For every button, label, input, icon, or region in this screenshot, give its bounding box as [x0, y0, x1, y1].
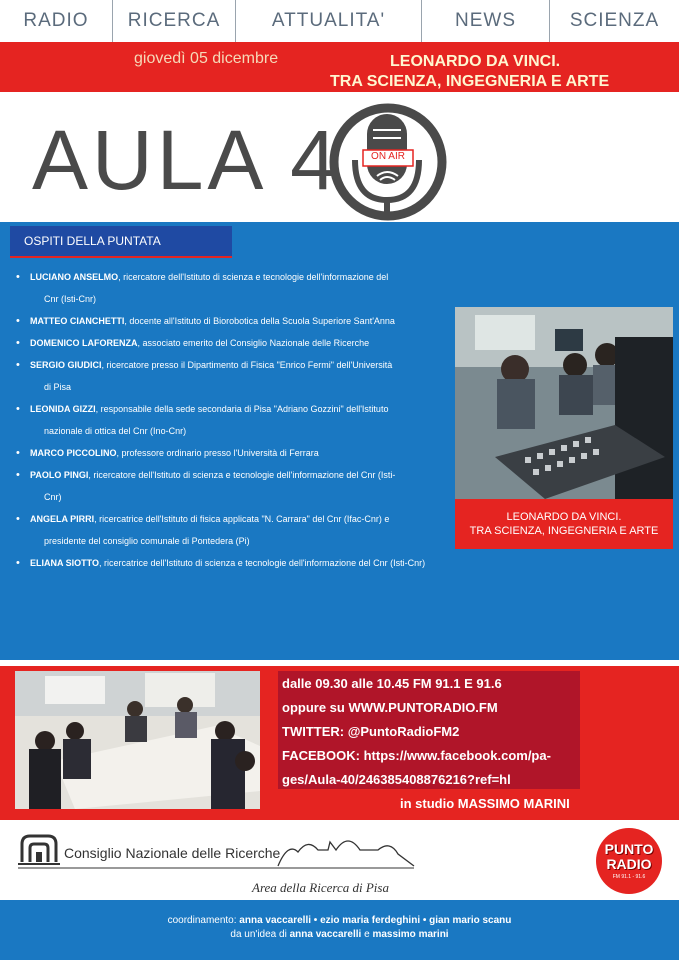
idea-name1: anna vaccarelli	[289, 929, 362, 940]
episode-title-line2: TRA SCIENZA, INGEGNERIA E ARTE	[330, 73, 610, 90]
list-item	[14, 310, 454, 332]
list-item	[14, 332, 454, 354]
guest-name: PAOLO PINGI	[30, 470, 89, 480]
punto-radio-logo	[596, 828, 662, 894]
punto-freq: FM 91.1 - 91.6	[612, 874, 646, 880]
guest-name: MARCO PICCOLINO	[30, 448, 117, 458]
aula40-logo-text: AULA 4	[32, 113, 341, 207]
facebook-link-cont[interactable]: ges/Aula-40/246385408876216?ref=hl	[282, 772, 511, 787]
guest-desc: , ricercatrice dell'Istituto di scienza e tecnologie dell'informazione del Cnr (Isti-Cnr)	[99, 558, 426, 568]
guest-desc: , responsabile della sede secondaria di Pisa "Adriano Gozzini" dell'Istituto	[95, 404, 389, 414]
list-item	[14, 354, 454, 398]
guest-name: ANGELA PIRRI	[30, 514, 95, 524]
guest-name: SERGIO GIUDICI	[30, 360, 102, 370]
guests-list	[14, 266, 454, 574]
nav-news[interactable]: NEWS	[455, 10, 516, 31]
guest-name: DOMENICO LAFORENZA	[30, 338, 138, 348]
list-item	[14, 552, 574, 574]
episode-title	[330, 52, 660, 92]
guest-desc: , ricercatore dell'Istituto di scienza e tecnologie dell'informazione del	[118, 272, 389, 282]
episode-title-line1: LEONARDO DA VINCI.	[390, 53, 561, 70]
broadcast-time: dalle 09.30 alle 10.45 FM 91.1 E 91.6	[282, 676, 502, 691]
studio-photo	[455, 307, 673, 499]
list-item	[14, 508, 454, 552]
guests-title: OSPITI DELLA PUNTATA	[10, 226, 232, 258]
caption-line2: TRA SCIENZA, INGEGNERIA E ARTE	[469, 525, 659, 537]
guest-desc-cont: Cnr (Isti-Cnr)	[44, 294, 96, 304]
list-item	[14, 442, 454, 464]
nav-attualita[interactable]: ATTUALITA'	[271, 10, 386, 31]
guest-desc-cont: presidente del consiglio comunale di Pontedera (Pi)	[44, 536, 250, 546]
guest-desc-cont: nazionale di ottica del Cnr (Ino-Cnr)	[44, 426, 187, 436]
nav-radio[interactable]: RADIO	[23, 10, 89, 31]
guest-desc: , ricercatore dell'Istituto di scienza e tecnologie dell'informazione del Cnr (Isti-	[88, 470, 396, 480]
coord-label: coordinamento:	[167, 915, 240, 926]
punto-line1: PUNTO	[604, 841, 654, 857]
footer-idea	[0, 929, 679, 940]
guest-name: MATTEO CIANCHETTI	[30, 316, 125, 326]
twitter-link[interactable]: TWITTER: @PuntoRadioFM2	[282, 724, 460, 739]
nav-scienza[interactable]: SCIENZA	[569, 10, 660, 31]
guest-desc-cont: di Pisa	[44, 382, 72, 392]
guest-name: LUCIANO ANSELMO	[30, 272, 119, 282]
nav-ricerca[interactable]: RICERCA	[127, 10, 221, 31]
meeting-photo	[15, 671, 260, 809]
idea-name2: massimo marini	[372, 929, 449, 940]
top-navigation	[0, 0, 679, 42]
list-item	[14, 266, 454, 310]
coord-names: anna vaccarelli • ezio maria ferdeghini • gian mario scanu	[239, 915, 512, 926]
facebook-link[interactable]: FACEBOOK: https://www.facebook.com/pa-	[282, 748, 551, 763]
idea-label: da un'idea di	[230, 929, 290, 940]
list-item	[14, 398, 454, 442]
footer-coordination	[0, 915, 679, 926]
guest-desc-cont: Cnr)	[44, 492, 62, 502]
studio-host: in studio MASSIMO MARINI	[400, 796, 570, 811]
idea-sep: e	[361, 929, 373, 940]
guest-desc: , professore ordinario presso l'Università di Ferrara	[116, 448, 319, 458]
caption-line1: LEONARDO DA VINCI.	[506, 511, 622, 523]
on-air-label: ON AIR	[371, 151, 405, 162]
list-item	[14, 464, 454, 508]
photo-caption	[455, 499, 673, 549]
guest-name: ELIANA SIOTTO	[30, 558, 100, 568]
guest-desc: , ricercatrice dell'Istituto di fisica applicata "N. Carrara" del Cnr (Ifac-Cnr) e	[94, 514, 390, 524]
episode-date: giovedì 05 dicembre	[134, 50, 279, 67]
broadcast-info	[282, 672, 582, 792]
guest-name: LEONIDA GIZZI	[30, 404, 96, 414]
guest-desc: , docente all'Istituto di Biorobotica della Scuola Superiore Sant'Anna	[124, 316, 395, 326]
website-link[interactable]: oppure su WWW.PUNTORADIO.FM	[282, 700, 498, 715]
punto-line2: RADIO	[606, 856, 652, 872]
cnr-name: Consiglio Nazionale delle Ricerche	[64, 845, 281, 861]
cnr-area: Area della Ricerca di Pisa	[252, 880, 389, 895]
footer	[0, 900, 679, 960]
guest-desc: , ricercatore presso il Dipartimento di Fisica "Enrico Fermi" dell'Università	[101, 360, 393, 370]
guest-desc: , associato emerito del Consiglio Nazionale delle Ricerche	[137, 338, 370, 348]
